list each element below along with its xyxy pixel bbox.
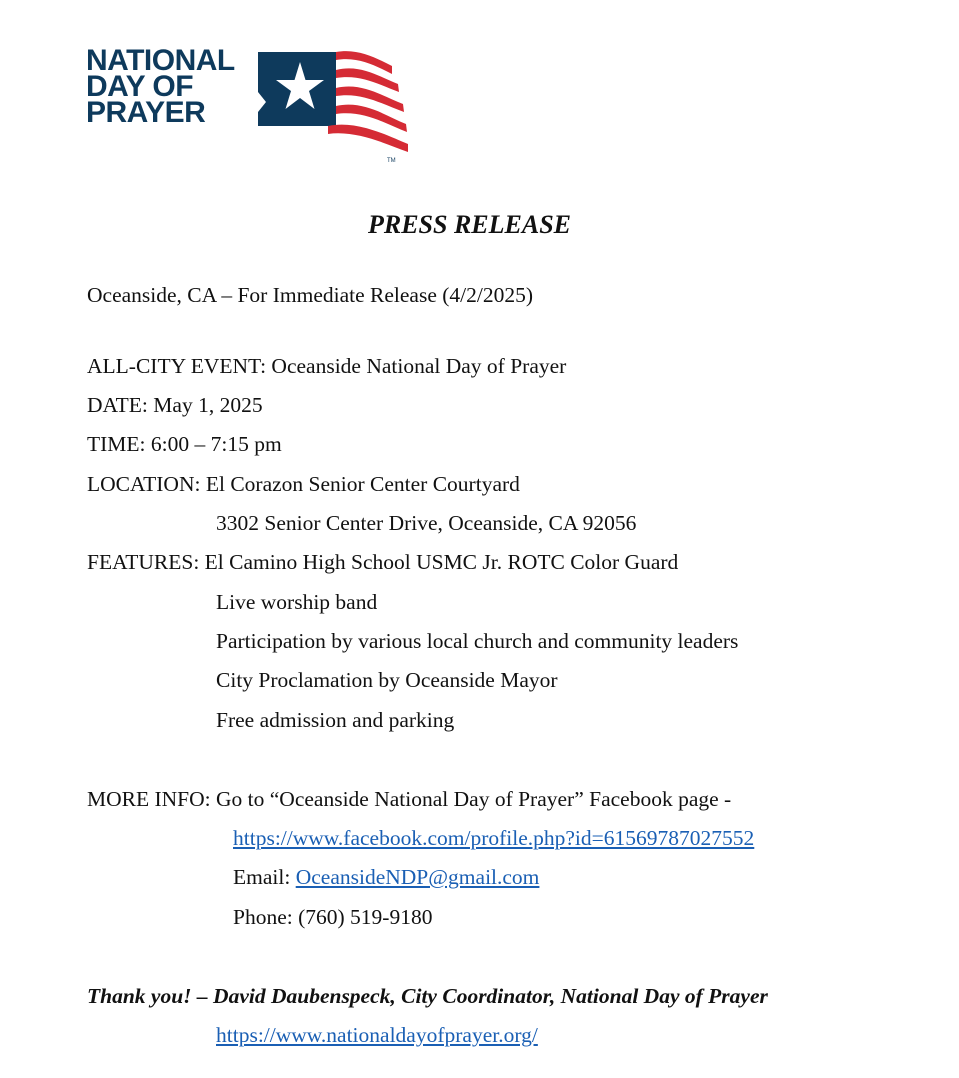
time-line: TIME: 6:00 – 7:15 pm (87, 432, 282, 456)
email-row (233, 863, 539, 891)
features-line: FEATURES: El Camino High School USMC Jr. ROTC Color Guard (87, 550, 679, 574)
national-day-of-prayer-logo (86, 44, 416, 168)
phone-line: Phone: (760) 519-9180 (233, 905, 433, 929)
feature-item: Participation by various local church and community leaders (216, 629, 739, 653)
flag-icon (258, 50, 413, 165)
logo-line-1: NATIONAL (86, 44, 235, 77)
logo-wordmark (86, 44, 235, 129)
location-line: LOCATION: El Corazon Senior Center Courtyard (87, 472, 520, 496)
feature-item: Free admission and parking (216, 708, 455, 732)
trademark-mark: TM (387, 158, 396, 164)
logo-line-3: PRAYER (86, 96, 206, 129)
logo-line-2: DAY OF (86, 70, 194, 103)
facebook-link[interactable]: https://www.facebook.com/profile.php?id=61569787027552 (233, 826, 755, 850)
email-link[interactable]: OceansideNDP@gmail.com (295, 865, 540, 889)
location-address: 3302 Senior Center Drive, Oceanside, CA 92056 (216, 511, 637, 535)
more-info-line: MORE INFO: Go to “Oceanside National Day of Prayer” Facebook page - (87, 787, 732, 811)
page-title: PRESS RELEASE (367, 210, 572, 239)
event-line: ALL-CITY EVENT: Oceanside National Day of Prayer (87, 354, 567, 378)
email-label: Email: (233, 865, 296, 889)
feature-item: City Proclamation by Oceanside Mayor (216, 668, 558, 692)
website-link[interactable]: https://www.nationaldayofprayer.org/ (216, 1023, 538, 1047)
dateline: Oceanside, CA – For Immediate Release (4/2/2025) (87, 283, 534, 307)
thanks-signature: Thank you! – David Daubenspeck, City Coordinator, National Day of Prayer (87, 984, 768, 1008)
date-line: DATE: May 1, 2025 (87, 393, 263, 417)
feature-item: Live worship band (216, 590, 378, 614)
